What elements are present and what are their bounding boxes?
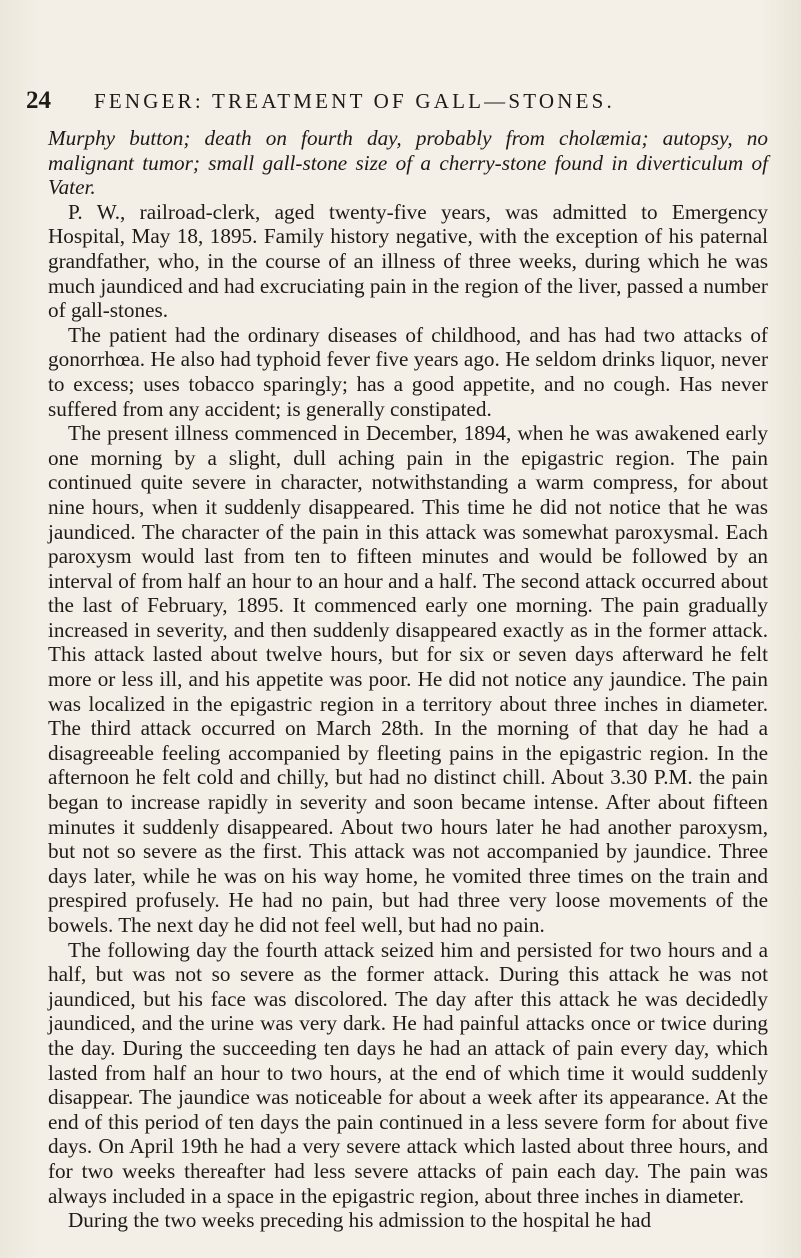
paragraph-present-illness: The present illness commenced in December, 1894, when he was awakened early one morning by a slight, dull aching pain in the epigastric region. The pain continued quite severe in character, notwithstanding a warm compress, for about nine hours, when it suddenly disappeared. This time he did not notice that he was jaundiced. The character of the pain in this attack was somewhat paroxysmal. Each paroxysm would last from ten to fifteen minutes and would be followed by an interval of from half an hour to an hour and a half. The second attack occurred about the last of February, 1895. It commenced early one morning. The pain gradually increased in severity, and then suddenly disappeared exactly as in the former attack. This attack lasted about twelve hours, but for six or seven days afterward he felt more or less ill, and his appetite was poor. He did not notice any jaundice. The pain was localized in the epigastric region in a territory about three inches in diameter. The third attack occurred on March 28th. In the morning of that day he had a disagreeable feeling accompanied by fleeting pains in the epigastric region. In the afternoon he felt cold and chilly, but had no distinct chill. About 3.30 P.M. the pain began to increase rapidly in severity and soon became intense. After about fifteen minutes it suddenly disappeared. About two hours later he had another paroxysm, but not so severe as the first. This attack was not accompanied by jaundice. Three days later, while he was on his way home, he vomited three times on the train and prespired profusely. He had no pain, but had three very loose movements of the bowels. The next day he did not feel well, but had no pain. [48,421,768,937]
case-summary: Murphy button; death on fourth day, probably from cholæmia; autopsy, no malignant tumor; small gall-stone size of a cherry-stone found in diverticulum of Vater. [48,126,768,200]
paragraph-fourth-attack: The following day the fourth attack seized him and persisted for two hours and a half, but was not so severe as the former attack. During this attack he was not jaundiced, but his face was discolored. The day after this attack he was decidedly jaundiced, and the urine was very dark. He had painful attacks once or twice during the day. During the succeeding ten days he had an attack of pain every day, which lasted from half an hour to two hours, at the end of which time it would suddenly disappear. The jaundice was noticeable for about a week after its appearance. At the end of this period of ten days the pain continued in a less severe form for about five days. On April 19th he had a very severe attack which lasted about three hours, and for two weeks thereafter had less severe attacks of pain each day. The pain was always included in a space in the epigastric region, about three inches in diameter. [48,937,768,1208]
paragraph-preceding-admission: During the two weeks preceding his admission to the hospital he had [68,1208,652,1233]
body-text [48,126,768,1233]
paragraph-admission: P. W., railroad-clerk, aged twenty-five years, was admitted to Emergency Hospital, May 18, 1895. Family history negative, with the exception of his paternal grandfather, who, in the course of an illness of three weeks, during which he was much jaundiced and had excruciating pain in the region of the liver, passed a number of gall-stones. [48,199,768,323]
page-number: 24 [26,87,51,114]
running-header [26,86,766,116]
running-title: FENGER: TREATMENT OF GALL—STONES. [94,89,615,113]
paragraph-history: The patient had the ordinary diseases of childhood, and has had two attacks of gonorrhœa. He also had typhoid fever five years ago. He seldom drinks liquor, never to excess; uses tobacco sparingly; has a good appetite, and no cough. Has never suffered from any accident; is generally constipated. [48,322,768,421]
